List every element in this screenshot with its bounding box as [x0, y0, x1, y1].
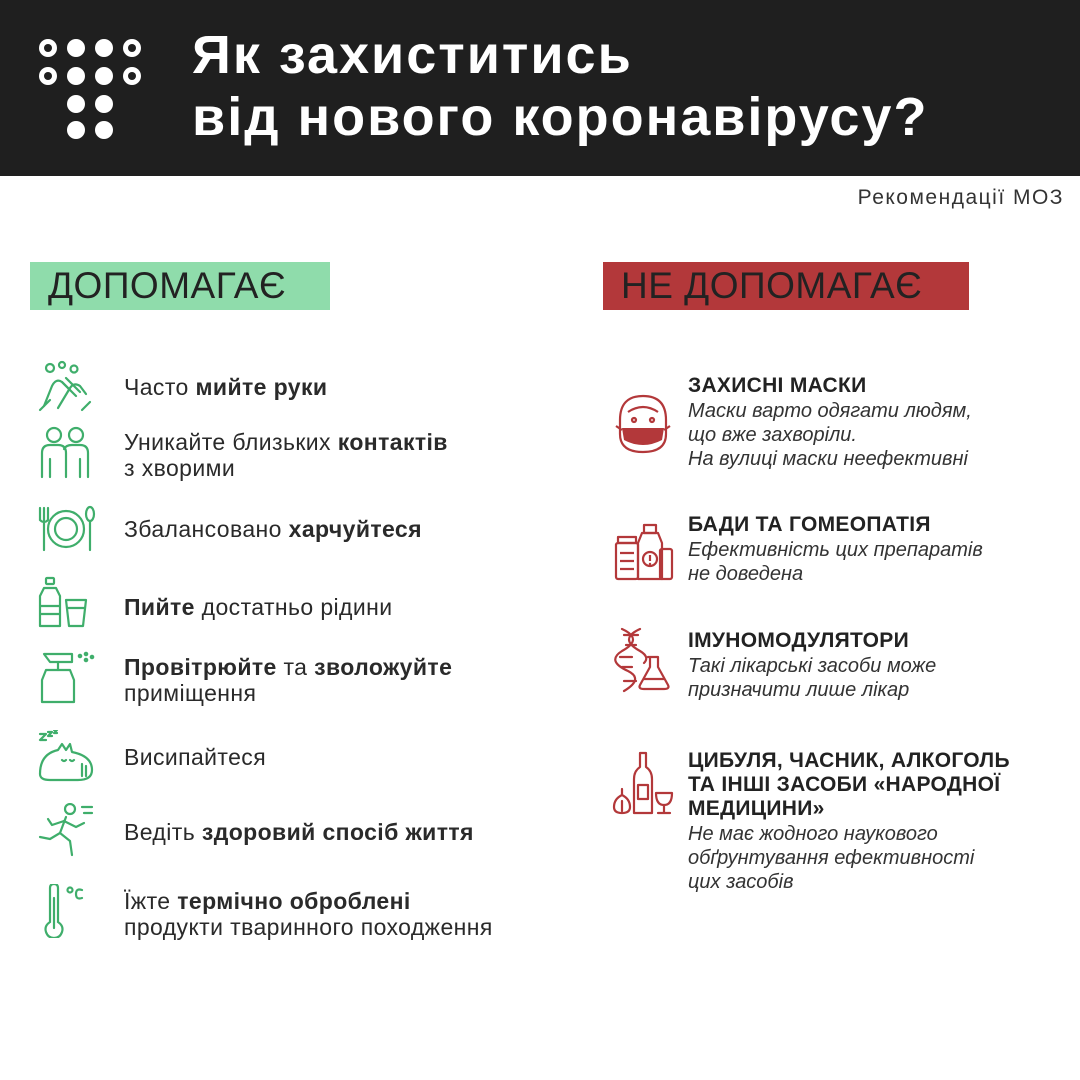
not-helps-item-desc: Маски варто одягати людям, що вже захворіли. На вулиці маски неефективні [688, 400, 972, 470]
helps-item-text: Провітрюйте та зволожуйте приміщення [124, 654, 453, 706]
face-mask-icon [610, 390, 676, 456]
not-helps-item-desc: Такі лікарські засоби може призначити лише лікар [688, 655, 937, 701]
page-title [192, 24, 928, 148]
helps-item-text: Висипайтеся [124, 744, 267, 770]
header-bar [0, 0, 1080, 176]
helps-label: ДОПОМАГАЄ [30, 262, 330, 310]
source-label: Рекомендації МОЗ [857, 186, 1064, 209]
sleeping-cat-icon [36, 730, 96, 784]
helps-item-text: Уникайте близьких контактів з хворими [124, 429, 448, 481]
not-helps-item-title: ЗАХИСНІ МАСКИ [688, 374, 867, 397]
not-helps-item-title: ІМУНОМОДУЛЯТОРИ [688, 629, 909, 652]
helps-item-text: Їжте термічно оброблені продукти тваринного походження [124, 888, 493, 940]
helps-item-text: Ведіть здоровий спосіб життя [124, 819, 474, 845]
spray-bottle-icon [36, 650, 96, 704]
title-line-1: Як захиститись [192, 25, 633, 85]
water-bottle-icon [36, 576, 96, 630]
not-helps-item-desc: Не має жодного наукового обґрунтування ефективності цих засобів [688, 823, 975, 893]
dots-logo-icon [36, 36, 146, 140]
not-helps-label: НЕ ДОПОМАГАЄ [603, 262, 969, 310]
helps-item-text: Пийте достатньо рідини [124, 594, 393, 620]
hand-wash-icon [36, 360, 96, 414]
not-helps-item-desc: Ефективність цих препаратів не доведена [688, 539, 983, 585]
helps-item-text: Збалансовано харчуйтеся [124, 516, 422, 542]
supplements-icon [610, 521, 676, 587]
not-helps-item-title: БАДИ ТА ГОМЕОПАТІЯ [688, 513, 931, 536]
people-icon [36, 425, 96, 479]
dna-flask-icon [610, 627, 676, 693]
plate-cutlery-icon [36, 502, 96, 556]
not-helps-item-title: ЦИБУЛЯ, ЧАСНИК, АЛКОГОЛЬ ТА ІНШІ ЗАСОБИ «НАРОДНОЇ МЕДИЦИНИ» [688, 749, 1010, 820]
running-person-icon [36, 803, 96, 857]
helps-item-text: Часто мийте руки [124, 374, 328, 400]
thermometer-icon [36, 884, 96, 938]
title-line-2: від нового коронавірусу? [192, 87, 929, 147]
garlic-bottle-icon [610, 751, 676, 817]
